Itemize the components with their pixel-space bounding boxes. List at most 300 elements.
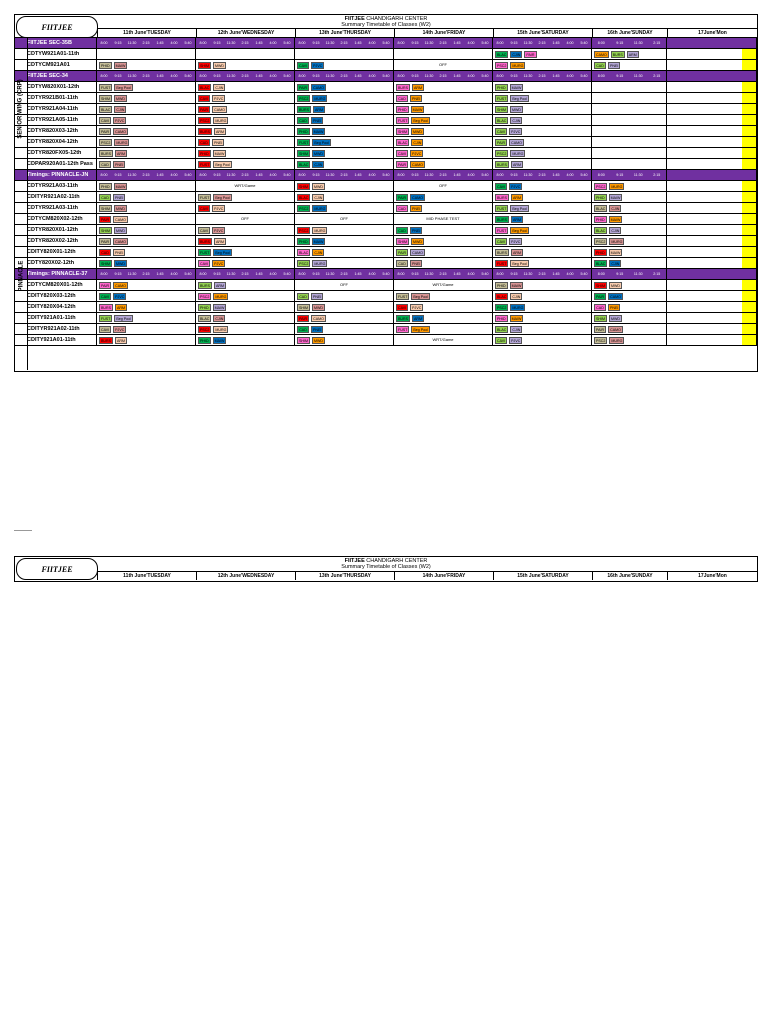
day-header-row xyxy=(97,571,757,580)
time-slot: 8:00 xyxy=(298,41,306,45)
class-day-cell xyxy=(97,137,196,147)
subject-chip: BURS xyxy=(101,305,111,310)
time-slot: 2:15 xyxy=(538,272,546,276)
subject-chip: PNEI xyxy=(610,305,619,310)
subject-chip: CAVI xyxy=(200,206,209,211)
subject-chip: MAIW xyxy=(412,107,423,112)
section-label-pinnacle xyxy=(15,181,28,370)
subject-chip: BURS xyxy=(200,239,210,244)
subject-chip: PSC2 xyxy=(101,140,111,145)
class-row-label: CDTYR921A04-11th xyxy=(15,104,97,114)
subject-chip: CAMO xyxy=(511,140,522,145)
time-slot: 2:15 xyxy=(653,74,661,78)
time-slot: 4:00 xyxy=(566,41,574,45)
day-header: 11th June'TUESDAY xyxy=(97,29,196,37)
time-slot: 1:45 xyxy=(156,41,164,45)
attendance-marker xyxy=(742,291,757,301)
class-row-label: CDITYR921A02-11th xyxy=(15,324,97,334)
subject-chip: MAIW xyxy=(313,129,324,134)
subject-chip: CAD xyxy=(396,95,408,102)
class-row xyxy=(15,258,757,269)
time-slot: 5:40 xyxy=(580,41,588,45)
sheet-header xyxy=(15,557,757,580)
class-day-cell xyxy=(97,280,196,290)
time-slot: 4:00 xyxy=(170,41,178,45)
time-slot: 1:45 xyxy=(552,41,560,45)
class-day-cell xyxy=(196,49,295,59)
timing-day-cell xyxy=(592,38,667,48)
time-slot: 2:15 xyxy=(241,173,249,177)
subject-chip: PSC2 xyxy=(596,338,606,343)
class-day-cell xyxy=(394,137,493,147)
subject-chip: PJVC xyxy=(511,239,521,244)
time-slot: 5:40 xyxy=(283,41,291,45)
subject-chip: SHIM xyxy=(299,338,308,343)
timetable-sheet-2 xyxy=(14,556,758,582)
subject-chip: SHIM xyxy=(596,316,605,321)
subject-chip: Beg Pool xyxy=(215,250,230,255)
subject-chip: CAD xyxy=(297,117,309,124)
schedule-note: OFF xyxy=(241,216,249,221)
class-day-cell xyxy=(97,258,196,268)
time-slot: 8:00 xyxy=(597,272,605,276)
subject-chip: MAIW xyxy=(214,338,225,343)
subject-chip: PNEI xyxy=(313,294,322,299)
timing-row xyxy=(15,170,757,181)
time-slot: 11:30 xyxy=(325,74,335,78)
class-day-cell xyxy=(196,302,295,312)
sheet-header xyxy=(15,15,757,38)
subject-chip: CAVI xyxy=(101,294,110,299)
class-row xyxy=(15,181,757,192)
subject-chip: MAIW xyxy=(214,151,225,156)
class-day-cell xyxy=(97,93,196,103)
class-day-cell xyxy=(592,60,667,70)
class-day-cell xyxy=(295,82,394,92)
time-slot: 5:40 xyxy=(283,173,291,177)
time-slot: 8:00 xyxy=(597,41,605,45)
timing-day-cell xyxy=(295,170,394,180)
class-day-cell xyxy=(592,280,667,290)
subject-chip: CAVI xyxy=(398,151,407,156)
class-day-cell xyxy=(592,137,667,147)
time-slot: 8:00 xyxy=(100,74,108,78)
time-slot: 1:45 xyxy=(354,173,362,177)
subject-chip: CAD xyxy=(594,304,606,311)
subject-chip: PHID xyxy=(497,85,506,90)
timing-day-cell xyxy=(295,269,394,279)
class-row-label: CDITYR921A02-11th xyxy=(15,192,97,202)
class-day-cell xyxy=(196,247,295,257)
subject-chip: PHID xyxy=(596,195,605,200)
class-day-cell xyxy=(295,159,394,169)
attendance-marker xyxy=(742,236,757,246)
time-slot: 11:30 xyxy=(424,74,434,78)
timing-row-label: FIITJEE SEC-35B xyxy=(15,38,97,48)
subject-chip: MAIW xyxy=(313,239,324,244)
class-row-label: CDITY921A01-11th xyxy=(15,335,97,345)
time-slot: 8:00 xyxy=(597,173,605,177)
time-slot: 9:15 xyxy=(213,41,221,45)
subject-chip: ARM xyxy=(216,239,224,244)
time-slot: 5:40 xyxy=(184,272,192,276)
section-label-senior xyxy=(15,38,28,180)
timing-row-label: Timings: PINNACLE-37 xyxy=(15,269,97,279)
time-slot: 9:15 xyxy=(213,173,221,177)
sheet-title xyxy=(15,558,757,570)
subject-chip: BURS xyxy=(497,250,507,255)
class-row-label: CDTY820X02-12th xyxy=(15,258,97,268)
time-slot: 9:15 xyxy=(411,74,419,78)
time-slot: 9:15 xyxy=(114,41,122,45)
time-slot: 2:15 xyxy=(653,272,661,276)
time-slot: 11:30 xyxy=(633,74,643,78)
subject-chip: BURS xyxy=(299,107,309,112)
class-row xyxy=(15,225,757,236)
day-header: 16th June'SUNDAY xyxy=(592,29,667,37)
fiitjee-logo: FIITJEE xyxy=(16,16,98,38)
subject-chip: BLAC xyxy=(497,327,507,332)
subject-chip: MAIW xyxy=(511,316,522,321)
subject-chip: BLAC xyxy=(596,206,606,211)
subject-chip: BLAC xyxy=(497,294,507,299)
class-day-cell xyxy=(493,302,592,312)
class-day-cell xyxy=(196,214,295,224)
time-slot: 9:15 xyxy=(510,41,518,45)
subject-chip: PAIR xyxy=(299,316,308,321)
timing-day-cell xyxy=(394,269,493,279)
subject-chip: MWD xyxy=(115,206,125,211)
class-day-cell xyxy=(97,115,196,125)
subject-chip: SHIM xyxy=(299,184,308,189)
class-row-label: CDTYR921A03-11th xyxy=(15,181,97,191)
class-day-cell xyxy=(394,324,493,334)
time-slot: 9:15 xyxy=(213,74,221,78)
class-day-cell xyxy=(493,126,592,136)
subject-chip: ARM xyxy=(628,52,637,57)
class-day-cell xyxy=(97,192,196,202)
class-day-cell xyxy=(493,82,592,92)
class-day-cell xyxy=(196,60,295,70)
subject-chip: PAIR xyxy=(398,250,407,255)
time-slot: 8:00 xyxy=(397,173,405,177)
class-day-cell xyxy=(394,225,493,235)
subject-chip: MAIW xyxy=(610,195,621,200)
time-slot: 11:30 xyxy=(325,173,335,177)
subject-chip: PSC2 xyxy=(497,151,507,156)
timing-day-cell xyxy=(394,71,493,81)
class-day-cell xyxy=(196,137,295,147)
subject-chip: PHID xyxy=(200,305,209,310)
title-center: CHANDIGARH CENTER xyxy=(366,16,428,22)
class-day-cell xyxy=(592,93,667,103)
subject-chip: MURG xyxy=(512,151,524,156)
class-row-label: CDPAR920A01-12th Pass xyxy=(15,159,97,169)
class-day-cell xyxy=(196,104,295,114)
day-header: 12th June'WEDNESDAY xyxy=(196,29,295,37)
class-day-cell xyxy=(592,225,667,235)
class-day-cell xyxy=(295,280,394,290)
subject-chip: ARM xyxy=(513,217,521,222)
time-slot: 5:40 xyxy=(283,272,291,276)
subject-chip: PSC2 xyxy=(299,261,309,266)
subject-chip: PSC2 xyxy=(596,184,606,189)
subject-chip: ARM xyxy=(513,195,521,200)
subject-chip: PAIR xyxy=(101,283,110,288)
subject-chip: MWD xyxy=(412,129,422,134)
schedule-note: WRT/Game xyxy=(432,282,454,287)
class-day-cell xyxy=(394,93,493,103)
subject-chip: FUST xyxy=(299,140,309,145)
time-slot: 2:15 xyxy=(439,41,447,45)
subject-chip: PHID xyxy=(398,107,407,112)
subject-chip: CAMO xyxy=(313,316,324,321)
time-slot: 8:00 xyxy=(298,74,306,78)
class-day-cell xyxy=(97,49,196,59)
class-day-cell xyxy=(196,324,295,334)
class-row xyxy=(15,137,757,148)
class-row-label: CDTYR820X04-12th xyxy=(15,137,97,147)
timing-day-cell xyxy=(592,71,667,81)
time-slot: 5:40 xyxy=(382,41,390,45)
class-row xyxy=(15,126,757,137)
time-slot: 9:15 xyxy=(114,74,122,78)
subject-chip: PNEI xyxy=(412,206,421,211)
subject-chip: PAIR xyxy=(526,52,535,57)
time-slot: 11:30 xyxy=(523,41,533,45)
time-slot: 2:15 xyxy=(439,272,447,276)
class-day-cell xyxy=(394,335,493,345)
schedule-note: WRT/Game xyxy=(432,337,454,342)
class-day-cell xyxy=(592,49,667,59)
time-slot: 1:45 xyxy=(255,41,263,45)
time-slot: 5:40 xyxy=(481,173,489,177)
attendance-marker xyxy=(742,225,757,235)
time-slot: 8:00 xyxy=(100,272,108,276)
subject-chip: CAD xyxy=(297,293,309,300)
class-day-cell xyxy=(493,192,592,202)
class-day-cell xyxy=(394,214,493,224)
timing-day-cell xyxy=(394,170,493,180)
subject-chip: PHID xyxy=(200,151,209,156)
class-day-cell xyxy=(394,181,493,191)
time-slot: 8:00 xyxy=(100,41,108,45)
time-slot: 2:15 xyxy=(142,41,150,45)
time-slot: 2:15 xyxy=(340,272,348,276)
subject-chip: PJVC xyxy=(214,96,224,101)
attendance-marker xyxy=(742,115,757,125)
time-slot: 11:30 xyxy=(325,41,335,45)
class-day-cell xyxy=(493,49,592,59)
subject-chip: CJIN xyxy=(611,261,620,266)
class-row xyxy=(15,60,757,71)
class-day-cell xyxy=(493,203,592,213)
subject-chip: Beg Pool xyxy=(314,140,329,145)
subject-chip: BURS xyxy=(101,151,111,156)
subject-chip: SHIM xyxy=(101,261,110,266)
subject-chip: FUST xyxy=(200,195,210,200)
title-subtitle: Summary Timetable of Classes (W2) xyxy=(341,564,431,570)
time-slot: 11:30 xyxy=(523,173,533,177)
subject-chip: ARM xyxy=(117,151,125,156)
time-slot: 5:40 xyxy=(580,74,588,78)
class-row-label: CDTYR921B01-11th xyxy=(15,93,97,103)
class-day-cell xyxy=(493,104,592,114)
time-slot: 5:40 xyxy=(580,173,588,177)
subject-chip: CJIN xyxy=(611,228,620,233)
timing-day-cell xyxy=(667,38,757,48)
class-day-cell xyxy=(394,302,493,312)
subject-chip: PJVC xyxy=(115,118,125,123)
subject-chip: FUST xyxy=(101,85,111,90)
time-slot: 8:00 xyxy=(597,74,605,78)
class-day-cell xyxy=(394,126,493,136)
subject-chip: ARM xyxy=(513,162,521,167)
attendance-marker xyxy=(742,159,757,169)
class-row-label: CDTYR921A03-11th xyxy=(15,203,97,213)
subject-chip: MAIW xyxy=(610,217,621,222)
class-day-cell xyxy=(493,60,592,70)
class-row xyxy=(15,324,757,335)
time-slot: 8:00 xyxy=(496,41,504,45)
title-brand: FIITJEE xyxy=(344,16,365,22)
subject-chip: MWD xyxy=(313,184,323,189)
schedule-note: OFF xyxy=(439,62,447,67)
class-day-cell xyxy=(295,291,394,301)
subject-chip: PJVC xyxy=(412,305,422,310)
class-day-cell xyxy=(592,126,667,136)
day-header: 17June'Mon xyxy=(667,572,757,580)
class-day-cell xyxy=(97,236,196,246)
time-slot: 1:45 xyxy=(453,173,461,177)
class-day-cell xyxy=(196,192,295,202)
time-slot: 9:15 xyxy=(114,173,122,177)
subject-chip: SHIM xyxy=(497,107,506,112)
timing-day-cell xyxy=(667,71,757,81)
subject-chip: FUST xyxy=(398,327,408,332)
class-day-cell xyxy=(592,302,667,312)
time-slot: 9:15 xyxy=(616,272,624,276)
day-header: 15th June'SATURDAY xyxy=(493,572,592,580)
subject-chip: SHIM xyxy=(101,206,110,211)
subject-chip: PSC2 xyxy=(200,327,210,332)
time-slot: 9:15 xyxy=(411,272,419,276)
class-row-label: CDTYCM921A01 xyxy=(15,60,97,70)
subject-chip: PSC2 xyxy=(596,239,606,244)
subject-chip: Beg Pool xyxy=(512,96,527,101)
subject-chip: PNEI xyxy=(412,261,421,266)
class-day-cell xyxy=(97,225,196,235)
class-row-label: CDITY820X01-12th xyxy=(15,247,97,257)
class-day-cell xyxy=(394,258,493,268)
class-day-cell xyxy=(196,291,295,301)
subject-chip: MWD xyxy=(115,261,125,266)
subject-chip: BLAC xyxy=(596,228,606,233)
time-slot: 2:15 xyxy=(241,41,249,45)
class-day-cell xyxy=(394,236,493,246)
class-day-cell xyxy=(394,159,493,169)
subject-chip: PHID xyxy=(101,63,110,68)
subject-chip: FUST xyxy=(101,316,111,321)
time-slot: 11:30 xyxy=(226,74,236,78)
time-slot: 9:15 xyxy=(510,173,518,177)
subject-chip: CAVI xyxy=(101,118,110,123)
class-day-cell xyxy=(394,247,493,257)
time-slot: 11:30 xyxy=(325,272,335,276)
class-day-cell xyxy=(196,280,295,290)
subject-chip: MAIW xyxy=(511,283,522,288)
time-slot: 5:40 xyxy=(481,272,489,276)
subject-chip: MWD xyxy=(610,316,620,321)
time-slot: 1:45 xyxy=(552,173,560,177)
attendance-marker xyxy=(742,93,757,103)
class-day-cell xyxy=(493,93,592,103)
class-day-cell xyxy=(97,203,196,213)
time-slot: 1:45 xyxy=(255,173,263,177)
subject-chip: PNEI xyxy=(214,140,223,145)
subject-chip: BURS xyxy=(200,283,210,288)
time-slot: 8:00 xyxy=(397,41,405,45)
class-day-cell xyxy=(97,335,196,345)
time-slot: 11:30 xyxy=(424,41,434,45)
time-slot: 4:00 xyxy=(269,173,277,177)
class-day-cell xyxy=(592,181,667,191)
time-slot: 5:40 xyxy=(481,74,489,78)
attendance-marker xyxy=(742,302,757,312)
class-day-cell xyxy=(493,181,592,191)
class-day-cell xyxy=(394,104,493,114)
subject-chip: BLAC xyxy=(299,162,309,167)
subject-chip: MAIW xyxy=(115,184,126,189)
attendance-marker xyxy=(742,60,757,70)
class-day-cell xyxy=(97,181,196,191)
subject-chip: SHIM xyxy=(101,96,110,101)
subject-chip: MURG xyxy=(215,327,227,332)
subject-chip: MURG xyxy=(314,261,326,266)
time-slot: 5:40 xyxy=(382,74,390,78)
time-slot: 9:15 xyxy=(213,272,221,276)
time-slot: 4:00 xyxy=(170,272,178,276)
subject-chip: PHID xyxy=(299,239,308,244)
schedule-note: WRT/Game xyxy=(234,183,256,188)
class-day-cell xyxy=(592,203,667,213)
subject-chip: PAIR xyxy=(101,129,110,134)
time-slot: 8:00 xyxy=(496,74,504,78)
day-header: 16th June'SUNDAY xyxy=(592,572,667,580)
subject-chip: CAVI xyxy=(497,239,506,244)
class-row xyxy=(15,313,757,324)
subject-chip: CJIN xyxy=(215,316,224,321)
class-day-cell xyxy=(493,137,592,147)
class-day-cell xyxy=(592,291,667,301)
time-slot: 5:40 xyxy=(382,272,390,276)
time-slot: 2:15 xyxy=(241,74,249,78)
class-row xyxy=(15,280,757,291)
subject-chip: BLAC xyxy=(200,85,210,90)
time-slot: 1:45 xyxy=(552,272,560,276)
subject-chip: BURS xyxy=(101,338,111,343)
timing-day-cell xyxy=(97,170,196,180)
subject-chip: MWD xyxy=(610,283,620,288)
subject-chip: BURS xyxy=(497,162,507,167)
subject-chip: MWD xyxy=(115,96,125,101)
subject-chip: Beg Pool xyxy=(512,228,527,233)
subject-chip: CAVI xyxy=(101,327,110,332)
time-slot: 2:15 xyxy=(653,173,661,177)
attendance-marker xyxy=(742,137,757,147)
class-day-cell xyxy=(295,126,394,136)
subject-chip: BLAC xyxy=(299,195,309,200)
